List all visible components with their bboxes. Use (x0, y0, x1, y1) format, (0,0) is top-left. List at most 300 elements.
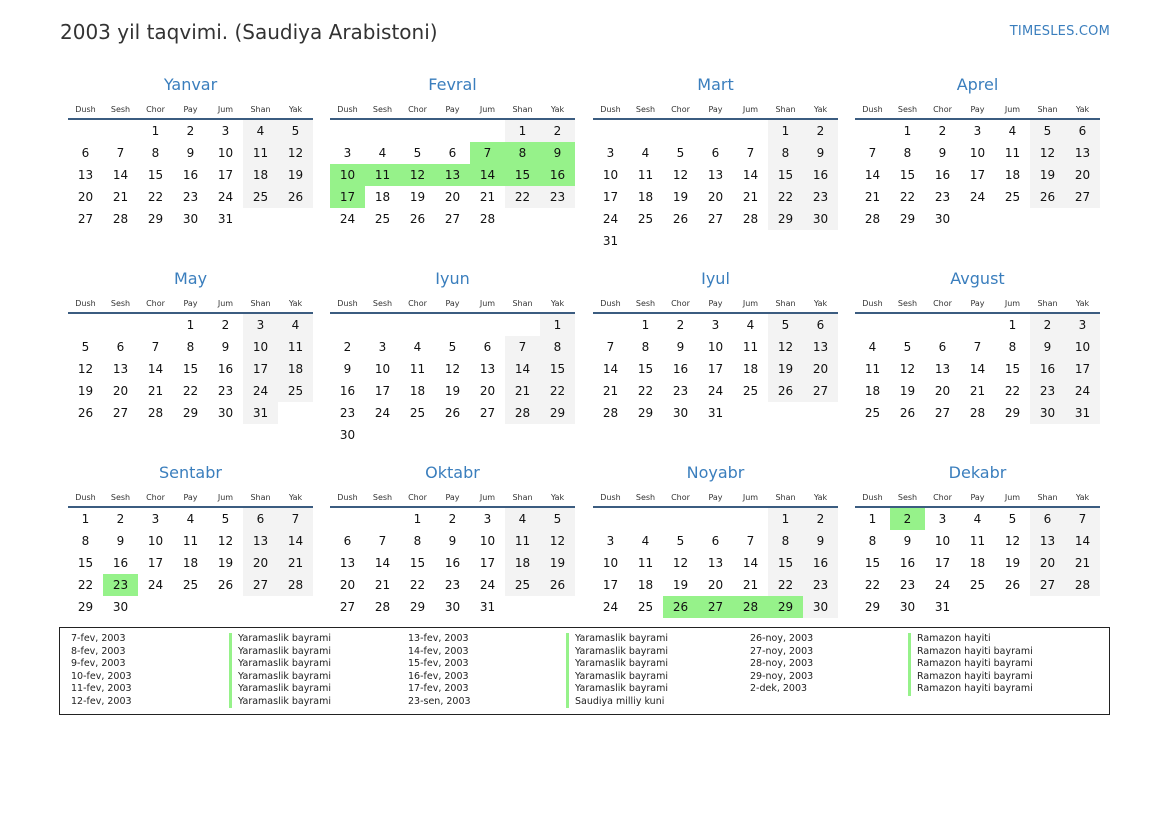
day-cell[interactable]: 1 (186, 318, 195, 332)
day-cell[interactable]: 4 (186, 512, 195, 526)
day-cell[interactable]: 30 (1030, 402, 1065, 424)
day-cell[interactable]: 17 (1065, 358, 1100, 380)
day-cell[interactable]: 27 (444, 212, 461, 226)
day-cell[interactable]: 4 (868, 340, 877, 354)
day-cell[interactable]: 16 (803, 552, 838, 574)
day-cell[interactable]: 5 (448, 340, 457, 354)
day-cell[interactable]: 27 (1030, 574, 1065, 596)
day-cell[interactable]: 22 (637, 384, 654, 398)
day-cell[interactable]: 12 (1004, 534, 1021, 548)
day-cell[interactable]: 31 (934, 600, 951, 614)
day-cell[interactable]: 18 (243, 164, 278, 186)
day-cell[interactable]: 17 (602, 578, 619, 592)
day-cell[interactable]: 7 (278, 508, 313, 530)
day-cell[interactable]: 28 (602, 406, 619, 420)
day-cell[interactable]: 13 (1065, 142, 1100, 164)
day-cell[interactable]: 24 (969, 190, 986, 204)
day-cell[interactable]: 20 (339, 578, 356, 592)
day-cell[interactable]: 20 (479, 384, 496, 398)
day-cell[interactable]: 23 (339, 406, 356, 420)
day-cell[interactable]: 28 (112, 212, 129, 226)
day-cell[interactable]: 5 (1030, 120, 1065, 142)
day-cell[interactable]: 16 (803, 164, 838, 186)
day-cell[interactable]: 24 (217, 190, 234, 204)
holiday-day-cell[interactable]: 2 (890, 508, 925, 530)
day-cell[interactable]: 19 (540, 552, 575, 574)
day-cell[interactable]: 4 (243, 120, 278, 142)
day-cell[interactable]: 6 (1065, 120, 1100, 142)
holiday-day-cell[interactable]: 10 (330, 164, 365, 186)
day-cell[interactable]: 20 (707, 190, 724, 204)
day-cell[interactable]: 6 (483, 340, 492, 354)
day-cell[interactable]: 2 (221, 318, 230, 332)
day-cell[interactable]: 22 (505, 186, 540, 208)
day-cell[interactable]: 25 (637, 600, 654, 614)
day-cell[interactable]: 2 (676, 318, 685, 332)
day-cell[interactable]: 8 (186, 340, 195, 354)
day-cell[interactable]: 20 (444, 190, 461, 204)
day-cell[interactable]: 7 (746, 146, 755, 160)
day-cell[interactable]: 8 (641, 340, 650, 354)
day-cell[interactable]: 8 (868, 534, 877, 548)
day-cell[interactable]: 18 (278, 358, 313, 380)
day-cell[interactable]: 29 (147, 212, 164, 226)
day-cell[interactable]: 1 (868, 512, 877, 526)
day-cell[interactable]: 18 (637, 578, 654, 592)
day-cell[interactable]: 1 (1008, 318, 1017, 332)
day-cell[interactable]: 18 (1004, 168, 1021, 182)
day-cell[interactable]: 29 (899, 212, 916, 226)
holiday-day-cell[interactable]: 28 (733, 596, 768, 618)
day-cell[interactable]: 28 (969, 406, 986, 420)
day-cell[interactable]: 5 (221, 512, 230, 526)
day-cell[interactable]: 17 (147, 556, 164, 570)
day-cell[interactable]: 11 (637, 556, 654, 570)
day-cell[interactable]: 9 (1030, 336, 1065, 358)
holiday-day-cell[interactable]: 12 (400, 164, 435, 186)
day-cell[interactable]: 9 (803, 142, 838, 164)
day-cell[interactable]: 2 (803, 508, 838, 530)
day-cell[interactable]: 9 (186, 146, 195, 160)
holiday-day-cell[interactable]: 29 (768, 596, 803, 618)
day-cell[interactable]: 21 (278, 552, 313, 574)
day-cell[interactable]: 7 (973, 340, 982, 354)
day-cell[interactable]: 29 (637, 406, 654, 420)
day-cell[interactable]: 25 (374, 212, 391, 226)
day-cell[interactable]: 6 (803, 314, 838, 336)
day-cell[interactable]: 28 (864, 212, 881, 226)
day-cell[interactable]: 18 (637, 190, 654, 204)
day-cell[interactable]: 13 (112, 362, 129, 376)
day-cell[interactable]: 3 (378, 340, 387, 354)
day-cell[interactable]: 20 (1030, 552, 1065, 574)
day-cell[interactable]: 12 (278, 142, 313, 164)
day-cell[interactable]: 6 (243, 508, 278, 530)
day-cell[interactable]: 3 (151, 512, 160, 526)
day-cell[interactable]: 31 (707, 406, 724, 420)
day-cell[interactable]: 22 (540, 380, 575, 402)
day-cell[interactable]: 25 (505, 574, 540, 596)
day-cell[interactable]: 31 (479, 600, 496, 614)
day-cell[interactable]: 12 (768, 336, 803, 358)
day-cell[interactable]: 14 (969, 362, 986, 376)
day-cell[interactable]: 22 (1004, 384, 1021, 398)
day-cell[interactable]: 4 (746, 318, 755, 332)
day-cell[interactable]: 9 (676, 340, 685, 354)
day-cell[interactable]: 10 (602, 556, 619, 570)
holiday-day-cell[interactable]: 17 (330, 186, 365, 208)
day-cell[interactable]: 25 (864, 406, 881, 420)
day-cell[interactable]: 2 (186, 124, 195, 138)
day-cell[interactable]: 14 (505, 358, 540, 380)
day-cell[interactable]: 30 (934, 212, 951, 226)
day-cell[interactable]: 29 (540, 402, 575, 424)
day-cell[interactable]: 14 (374, 556, 391, 570)
day-cell[interactable]: 13 (479, 362, 496, 376)
day-cell[interactable]: 16 (1030, 358, 1065, 380)
day-cell[interactable]: 9 (221, 340, 230, 354)
day-cell[interactable]: 17 (969, 168, 986, 182)
day-cell[interactable]: 10 (374, 362, 391, 376)
day-cell[interactable]: 23 (444, 578, 461, 592)
day-cell[interactable]: 31 (243, 402, 278, 424)
day-cell[interactable]: 9 (903, 534, 912, 548)
day-cell[interactable]: 10 (934, 534, 951, 548)
day-cell[interactable]: 7 (378, 534, 387, 548)
day-cell[interactable]: 27 (934, 406, 951, 420)
day-cell[interactable]: 12 (77, 362, 94, 376)
day-cell[interactable]: 22 (899, 190, 916, 204)
day-cell[interactable]: 21 (1065, 552, 1100, 574)
day-cell[interactable]: 2 (938, 124, 947, 138)
day-cell[interactable]: 14 (147, 362, 164, 376)
day-cell[interactable]: 25 (409, 406, 426, 420)
day-cell[interactable]: 21 (742, 578, 759, 592)
day-cell[interactable]: 17 (934, 556, 951, 570)
day-cell[interactable]: 26 (899, 406, 916, 420)
day-cell[interactable]: 18 (742, 362, 759, 376)
day-cell[interactable]: 15 (1004, 362, 1021, 376)
day-cell[interactable]: 16 (672, 362, 689, 376)
day-cell[interactable]: 6 (711, 534, 720, 548)
day-cell[interactable]: 14 (864, 168, 881, 182)
day-cell[interactable]: 4 (505, 508, 540, 530)
day-cell[interactable]: 3 (483, 512, 492, 526)
day-cell[interactable]: 21 (742, 190, 759, 204)
day-cell[interactable]: 17 (707, 362, 724, 376)
day-cell[interactable]: 3 (973, 124, 982, 138)
day-cell[interactable]: 11 (969, 534, 986, 548)
holiday-day-cell[interactable]: 16 (540, 164, 575, 186)
day-cell[interactable]: 5 (676, 146, 685, 160)
day-cell[interactable]: 14 (602, 362, 619, 376)
day-cell[interactable]: 27 (707, 212, 724, 226)
day-cell[interactable]: 1 (641, 318, 650, 332)
day-cell[interactable]: 6 (116, 340, 125, 354)
day-cell[interactable]: 8 (768, 530, 803, 552)
day-cell[interactable]: 4 (641, 534, 650, 548)
day-cell[interactable]: 15 (768, 164, 803, 186)
day-cell[interactable]: 30 (217, 406, 234, 420)
day-cell[interactable]: 30 (444, 600, 461, 614)
day-cell[interactable]: 10 (602, 168, 619, 182)
day-cell[interactable]: 26 (444, 406, 461, 420)
day-cell[interactable]: 17 (217, 168, 234, 182)
day-cell[interactable]: 14 (112, 168, 129, 182)
day-cell[interactable]: 24 (602, 212, 619, 226)
day-cell[interactable]: 13 (934, 362, 951, 376)
day-cell[interactable]: 1 (903, 124, 912, 138)
day-cell[interactable]: 16 (182, 168, 199, 182)
day-cell[interactable]: 6 (81, 146, 90, 160)
day-cell[interactable]: 24 (479, 578, 496, 592)
day-cell[interactable]: 15 (540, 358, 575, 380)
day-cell[interactable]: 24 (1065, 380, 1100, 402)
day-cell[interactable]: 23 (803, 186, 838, 208)
day-cell[interactable]: 15 (637, 362, 654, 376)
day-cell[interactable]: 8 (1008, 340, 1017, 354)
day-cell[interactable]: 30 (899, 600, 916, 614)
day-cell[interactable]: 27 (112, 406, 129, 420)
day-cell[interactable]: 29 (768, 208, 803, 230)
day-cell[interactable]: 15 (768, 552, 803, 574)
day-cell[interactable]: 10 (707, 340, 724, 354)
day-cell[interactable]: 1 (768, 508, 803, 530)
day-cell[interactable]: 21 (602, 384, 619, 398)
day-cell[interactable]: 14 (278, 530, 313, 552)
day-cell[interactable]: 9 (448, 534, 457, 548)
day-cell[interactable]: 23 (182, 190, 199, 204)
day-cell[interactable]: 12 (672, 556, 689, 570)
day-cell[interactable]: 29 (182, 406, 199, 420)
day-cell[interactable]: 12 (1030, 142, 1065, 164)
day-cell[interactable]: 23 (934, 190, 951, 204)
day-cell[interactable]: 4 (641, 146, 650, 160)
day-cell[interactable]: 23 (672, 384, 689, 398)
holiday-day-cell[interactable]: 7 (470, 142, 505, 164)
day-cell[interactable]: 5 (676, 534, 685, 548)
day-cell[interactable]: 15 (409, 556, 426, 570)
day-cell[interactable]: 29 (409, 600, 426, 614)
day-cell[interactable]: 19 (77, 384, 94, 398)
day-cell[interactable]: 8 (413, 534, 422, 548)
day-cell[interactable]: 1 (151, 124, 160, 138)
day-cell[interactable]: 22 (864, 578, 881, 592)
day-cell[interactable]: 30 (803, 208, 838, 230)
day-cell[interactable]: 26 (768, 380, 803, 402)
day-cell[interactable]: 3 (711, 318, 720, 332)
day-cell[interactable]: 26 (672, 212, 689, 226)
day-cell[interactable]: 12 (540, 530, 575, 552)
day-cell[interactable]: 19 (672, 190, 689, 204)
day-cell[interactable]: 14 (1065, 530, 1100, 552)
day-cell[interactable]: 4 (378, 146, 387, 160)
day-cell[interactable]: 11 (637, 168, 654, 182)
day-cell[interactable]: 18 (409, 384, 426, 398)
day-cell[interactable]: 18 (505, 552, 540, 574)
holiday-day-cell[interactable]: 26 (663, 596, 698, 618)
day-cell[interactable]: 2 (540, 120, 575, 142)
day-cell[interactable]: 29 (864, 600, 881, 614)
day-cell[interactable]: 21 (864, 190, 881, 204)
day-cell[interactable]: 15 (899, 168, 916, 182)
day-cell[interactable]: 2 (448, 512, 457, 526)
day-cell[interactable]: 5 (540, 508, 575, 530)
day-cell[interactable]: 11 (243, 142, 278, 164)
day-cell[interactable]: 11 (278, 336, 313, 358)
day-cell[interactable]: 7 (1065, 508, 1100, 530)
day-cell[interactable]: 27 (339, 600, 356, 614)
day-cell[interactable]: 30 (339, 428, 356, 442)
day-cell[interactable]: 2 (803, 120, 838, 142)
day-cell[interactable]: 24 (147, 578, 164, 592)
day-cell[interactable]: 28 (505, 402, 540, 424)
day-cell[interactable]: 19 (409, 190, 426, 204)
day-cell[interactable]: 25 (637, 212, 654, 226)
day-cell[interactable]: 8 (81, 534, 90, 548)
day-cell[interactable]: 9 (938, 146, 947, 160)
day-cell[interactable]: 26 (77, 406, 94, 420)
day-cell[interactable]: 11 (742, 340, 759, 354)
day-cell[interactable]: 23 (217, 384, 234, 398)
day-cell[interactable]: 5 (1008, 512, 1017, 526)
holiday-day-cell[interactable]: 15 (505, 164, 540, 186)
holiday-day-cell[interactable]: 27 (698, 596, 733, 618)
day-cell[interactable]: 24 (374, 406, 391, 420)
day-cell[interactable]: 11 (409, 362, 426, 376)
day-cell[interactable]: 23 (899, 578, 916, 592)
day-cell[interactable]: 20 (77, 190, 94, 204)
day-cell[interactable]: 21 (147, 384, 164, 398)
day-cell[interactable]: 25 (742, 384, 759, 398)
day-cell[interactable]: 29 (77, 600, 94, 614)
day-cell[interactable]: 12 (899, 362, 916, 376)
day-cell[interactable]: 18 (864, 384, 881, 398)
day-cell[interactable]: 1 (540, 314, 575, 336)
day-cell[interactable]: 15 (864, 556, 881, 570)
holiday-day-cell[interactable]: 9 (540, 142, 575, 164)
day-cell[interactable]: 22 (77, 578, 94, 592)
day-cell[interactable]: 10 (243, 336, 278, 358)
day-cell[interactable]: 28 (147, 406, 164, 420)
day-cell[interactable]: 19 (444, 384, 461, 398)
day-cell[interactable]: 5 (768, 314, 803, 336)
day-cell[interactable]: 19 (672, 578, 689, 592)
day-cell[interactable]: 22 (768, 574, 803, 596)
day-cell[interactable]: 28 (374, 600, 391, 614)
day-cell[interactable]: 8 (903, 146, 912, 160)
day-cell[interactable]: 29 (1004, 406, 1021, 420)
day-cell[interactable]: 3 (606, 146, 615, 160)
day-cell[interactable]: 21 (505, 380, 540, 402)
day-cell[interactable]: 6 (1030, 508, 1065, 530)
day-cell[interactable]: 18 (374, 190, 391, 204)
day-cell[interactable]: 16 (444, 556, 461, 570)
day-cell[interactable]: 22 (147, 190, 164, 204)
day-cell[interactable]: 7 (505, 336, 540, 358)
day-cell[interactable]: 16 (112, 556, 129, 570)
day-cell[interactable]: 19 (899, 384, 916, 398)
day-cell[interactable]: 31 (1065, 402, 1100, 424)
day-cell[interactable]: 16 (899, 556, 916, 570)
day-cell[interactable]: 25 (969, 578, 986, 592)
day-cell[interactable]: 27 (1065, 186, 1100, 208)
day-cell[interactable]: 4 (413, 340, 422, 354)
day-cell[interactable]: 13 (803, 336, 838, 358)
day-cell[interactable]: 20 (934, 384, 951, 398)
day-cell[interactable]: 7 (746, 534, 755, 548)
day-cell[interactable]: 27 (479, 406, 496, 420)
day-cell[interactable]: 19 (278, 164, 313, 186)
day-cell[interactable]: 12 (672, 168, 689, 182)
day-cell[interactable]: 3 (1065, 314, 1100, 336)
day-cell[interactable]: 12 (217, 534, 234, 548)
day-cell[interactable]: 25 (182, 578, 199, 592)
day-cell[interactable]: 13 (339, 556, 356, 570)
day-cell[interactable]: 19 (768, 358, 803, 380)
day-cell[interactable]: 7 (606, 340, 615, 354)
day-cell[interactable]: 13 (707, 556, 724, 570)
day-cell[interactable]: 4 (973, 512, 982, 526)
day-cell[interactable]: 2 (343, 340, 352, 354)
day-cell[interactable]: 27 (243, 574, 278, 596)
day-cell[interactable]: 30 (112, 600, 129, 614)
day-cell[interactable]: 21 (112, 190, 129, 204)
day-cell[interactable]: 13 (77, 168, 94, 182)
day-cell[interactable]: 30 (182, 212, 199, 226)
day-cell[interactable]: 18 (182, 556, 199, 570)
day-cell[interactable]: 10 (147, 534, 164, 548)
day-cell[interactable]: 22 (768, 186, 803, 208)
day-cell[interactable]: 1 (413, 512, 422, 526)
day-cell[interactable]: 6 (343, 534, 352, 548)
day-cell[interactable]: 3 (343, 146, 352, 160)
day-cell[interactable]: 15 (147, 168, 164, 182)
day-cell[interactable]: 10 (1065, 336, 1100, 358)
day-cell[interactable]: 23 (540, 186, 575, 208)
day-cell[interactable]: 13 (243, 530, 278, 552)
day-cell[interactable]: 25 (1004, 190, 1021, 204)
day-cell[interactable]: 18 (969, 556, 986, 570)
day-cell[interactable]: 3 (606, 534, 615, 548)
day-cell[interactable]: 16 (934, 168, 951, 182)
day-cell[interactable]: 10 (217, 146, 234, 160)
holiday-day-cell[interactable]: 8 (505, 142, 540, 164)
day-cell[interactable]: 2 (116, 512, 125, 526)
holiday-day-cell[interactable]: 14 (470, 164, 505, 186)
holiday-day-cell[interactable]: 23 (103, 574, 138, 596)
day-cell[interactable]: 26 (278, 186, 313, 208)
day-cell[interactable]: 5 (81, 340, 90, 354)
day-cell[interactable]: 26 (1030, 186, 1065, 208)
day-cell[interactable]: 31 (217, 212, 234, 226)
day-cell[interactable]: 4 (1008, 124, 1017, 138)
holiday-day-cell[interactable]: 13 (435, 164, 470, 186)
day-cell[interactable]: 14 (742, 556, 759, 570)
day-cell[interactable]: 9 (803, 530, 838, 552)
day-cell[interactable]: 17 (374, 384, 391, 398)
day-cell[interactable]: 21 (374, 578, 391, 592)
day-cell[interactable]: 28 (742, 212, 759, 226)
day-cell[interactable]: 11 (864, 362, 881, 376)
day-cell[interactable]: 5 (278, 120, 313, 142)
day-cell[interactable]: 7 (868, 146, 877, 160)
day-cell[interactable]: 5 (413, 146, 422, 160)
day-cell[interactable]: 19 (217, 556, 234, 570)
day-cell[interactable]: 26 (540, 574, 575, 596)
day-cell[interactable]: 15 (77, 556, 94, 570)
day-cell[interactable]: 26 (1004, 578, 1021, 592)
